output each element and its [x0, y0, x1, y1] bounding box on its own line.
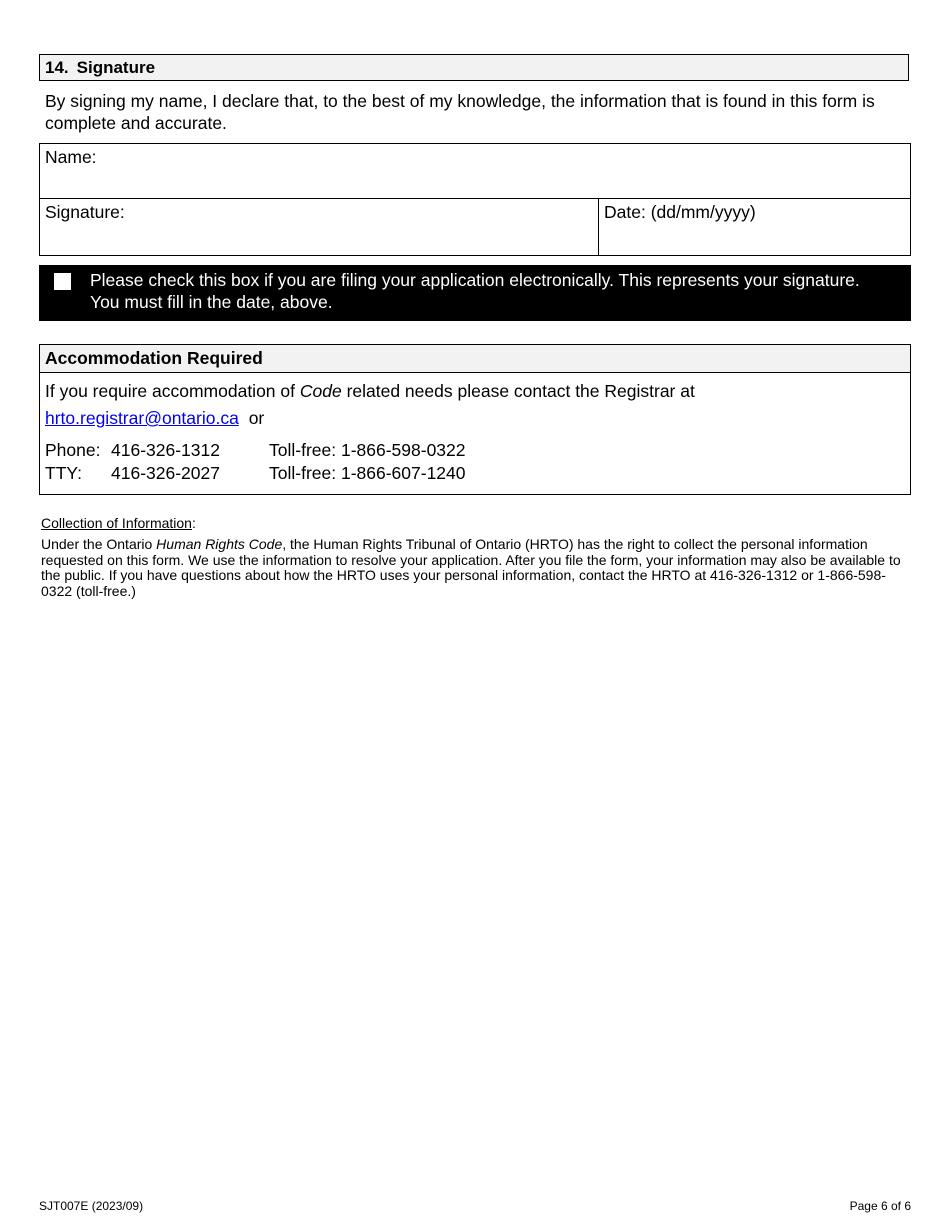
electronic-filing-text: Please check this box if you are filing your application electronically. This represents your signature. You must fill in the date, above.	[90, 270, 860, 312]
accommodation-email-line	[45, 407, 905, 429]
collection-body-part: , the Human Rights Tribunal of Ontario (HRTO) has the right to collect the personal information requested on this form. We use the information to resolve your application. After you file the form, your information may also be available to the public. If you have questions about how the HRTO uses your personal information, contact the HRTO at 416-326-1312 or 1-866-598-0322 (toll-free.)	[41, 536, 901, 599]
signature-field[interactable]	[45, 225, 593, 247]
accommodation-title: Accommodation Required	[40, 345, 910, 373]
name-field[interactable]	[45, 170, 905, 192]
accommodation-box	[39, 344, 911, 495]
electronic-filing-checkbox[interactable]	[54, 273, 71, 290]
section-number: 14.	[45, 58, 69, 77]
date-cell	[599, 199, 910, 255]
contact-toll-free: Toll-free: 1-866-598-0322	[269, 440, 466, 460]
name-label: Name:	[45, 147, 97, 167]
signature-label: Signature:	[45, 202, 125, 222]
signature-section-header	[39, 54, 909, 81]
section-title: Signature	[76, 58, 156, 77]
collection-body	[41, 537, 901, 599]
date-field[interactable]	[604, 225, 905, 247]
electronic-filing-box	[39, 265, 911, 321]
tty-row	[45, 462, 905, 484]
contact-label: Phone:	[45, 440, 101, 460]
date-label: Date: (dd/mm/yyyy)	[604, 202, 756, 222]
collection-body-part: Under the Ontario	[41, 536, 157, 552]
page-number: Page 6 of 6	[849, 1199, 911, 1213]
phone-row	[45, 439, 905, 461]
accommodation-text-part: related needs please contact the Registrar at	[341, 381, 695, 401]
contact-number: 416-326-1312	[111, 440, 220, 460]
form-code: SJT007E (2023/09)	[39, 1199, 144, 1213]
contact-number: 416-326-2027	[111, 463, 220, 483]
code-italic: Code	[299, 381, 342, 401]
collection-heading	[41, 515, 196, 532]
collection-heading-text: Collection of Information	[41, 515, 192, 531]
declaration-text: By signing my name, I declare that, to the best of my knowledge, the information that is found in this form is complete and accurate.	[45, 91, 875, 133]
email-suffix: or	[243, 408, 265, 428]
accommodation-text-part: If you require accommodation of	[45, 381, 300, 401]
accommodation-text	[45, 380, 905, 402]
registrar-email-link[interactable]: hrto.registrar@ontario.ca	[45, 408, 239, 428]
signature-cell	[40, 199, 599, 255]
collection-heading-suffix: :	[191, 515, 196, 531]
signature-table	[39, 143, 911, 256]
name-cell	[40, 144, 910, 199]
contact-label: TTY:	[45, 463, 82, 483]
human-rights-code-italic: Human Rights Code	[156, 536, 283, 552]
contact-toll-free: Toll-free: 1-866-607-1240	[269, 463, 466, 483]
